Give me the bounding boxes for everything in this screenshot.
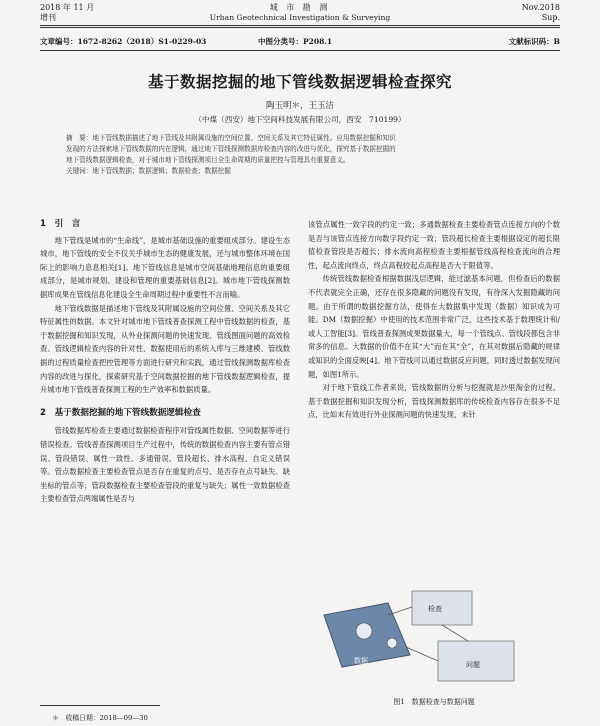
footnote: ＊ 收稿日期：2018—09—30 bbox=[52, 714, 148, 722]
paragraph: 地下管线是城市的“生命线”，是城市基础设施的重要组成部分。建设生态城市，地下管线的安全不仅关乎城市生态的健康发展，还与城市整体环境在国际上的影响力息息相关[1]。地下管线信息是城市空间基础地理信息的重要组成部分，是城市规划、建设和管理的重要基础信息[2]。城市地下管线探测数据库成果在管线信息化建设全生命周期过程中重要性不言而喻。 bbox=[40, 235, 290, 299]
keywords: 关键词：地下管线数据；数据逻辑；数据检查；数据挖掘 bbox=[66, 167, 231, 175]
authors: 陶玉明＊，王玉洁 bbox=[265, 101, 334, 111]
header-supplement: 增刊 bbox=[40, 13, 56, 22]
header-rule-thin bbox=[40, 27, 560, 28]
paragraph: 传统管线数据检查根据数据浅层逻辑，能过滤基本问题，但检查后的数据不代表就完全正确，还存在很多隐藏的问题没有发现，有待深入发掘隐藏的问题。由于所谓的数据挖掘方法，使得在大数据集中发现（数据）知识成为可能。DM（数据挖掘）中使用的技术范围非常广泛，这些技术基于数理统计和/或人工智能[3]。管线普查探测成果数据量大，每一个管线点、管线段都包含非常多的信息。大数据的价值不在其“大”而在其“全”，在其对数据后隐藏的规律或知识的全面反映[4]。地下管线可以通过数据反应问题，同时透过数据发现问题，如图1所示。 bbox=[308, 274, 560, 379]
node-icon bbox=[356, 623, 372, 639]
footnote-rule bbox=[40, 705, 160, 706]
header-date: 2018 年 11 月 bbox=[40, 3, 95, 12]
paragraph: 该管点属性一致字段的约定一致；多通数据检查主要检查管点连接方向的个数是否与该管点连接方向数字段约定一致；管段超长检查主要根据设定的超长限值检查管段是否超长；排水流向高程检查主要根据管线高程检查流向的合理性，起点流向终点，终点高程较起点高程是否大于限值等。 bbox=[308, 220, 560, 270]
clc-number: 中图分类号：P208.1 bbox=[258, 37, 333, 46]
node-icon bbox=[387, 638, 397, 648]
left-column bbox=[40, 218, 290, 506]
section-heading: 2 基于数据挖掘的地下管线数据逻辑检查 bbox=[40, 407, 201, 418]
section-heading: 1 引 言 bbox=[40, 219, 81, 229]
abstract-line: 摘 要：地下管线数据描述了地下管线及其附属设施的空间位置、空间关系及其它特征属性。应用数据挖掘和知识 bbox=[66, 134, 396, 142]
abstract-line: 发现的方法探索地下管线数据的内在逻辑，通过地下管线探测数据库检查内容的改进与优化，探究基于数据挖掘的 bbox=[66, 145, 396, 153]
paragraph: 管线数据库检查主要通过数据检查程序对管线属性数据、空间数据等进行错误检查。管线普查探测项目生产过程中，传统的数据检查内容主要有管点错误、管段错误、属性一致性、多通错误、管段超长、排水高程、自定义错误等。管点数据检查主要检查管点是否存在重复的点号、是否存在点号缺失、缺坐标的管点等；管段数据检查主要检查管段的重复与缺失；属性一致数据检查主要检查管点两端属性是否与 bbox=[40, 426, 290, 504]
label-check: 检查 bbox=[428, 605, 442, 613]
header-month-en: Nov.2018 bbox=[521, 3, 560, 12]
affiliation: （中煤（西安）地下空间科技发展有限公司，西安 710199） bbox=[194, 115, 406, 124]
abstract bbox=[66, 133, 546, 177]
link-line bbox=[406, 647, 438, 661]
header-sup-en: Sup. bbox=[541, 13, 560, 22]
link-line bbox=[442, 625, 468, 641]
meta-rule bbox=[40, 50, 560, 51]
figure-1 bbox=[318, 585, 550, 695]
label-data: 数据 bbox=[354, 657, 368, 665]
article-number: 文章编号：1672-8262（2018）S1-0229-03 bbox=[40, 37, 207, 46]
figure-caption: 图1 数据检查与数据问题 bbox=[393, 698, 475, 706]
journal-name-en: Urban Geotechnical Investigation & Surveying bbox=[209, 13, 391, 22]
header-rule bbox=[40, 25, 560, 26]
document-code: 文献标识码：B bbox=[508, 37, 560, 46]
label-problem: 问题 bbox=[466, 661, 480, 669]
plane-top bbox=[412, 591, 472, 625]
right-column bbox=[308, 218, 560, 422]
article-title: 基于数据挖掘的地下管线数据逻辑检查探究 bbox=[147, 73, 452, 91]
paragraph: 地下管线数据是描述地下管线及其附属设施的空间位置、空间关系及其它特征属性的数据。本文针对城市地下管线普查探测工程中管线数据的检查，基于数据挖掘和知识发现，从外业探测问题的快速发现、管线图面问题的高效检查、管线逻辑检查内容的针对性、数据使用后的系统入库与三维建模、管线数据的过程质量检查把控管理等方面进行研究和实践，通过管线探测数据库检查内容的改进与探化，探索研究基于空间数据挖掘的地下管线数据逻辑检查，提升城市地下管线普查探测工程的生产效率和数据质量。 bbox=[40, 303, 290, 395]
paragraph: 对于地下管线工作者来说，管线数据的分析与挖掘就是沙里淘金的过程。基于数据挖掘和知识发现分析，管线探测数据库的传统检查内容存在很多不足点，比如未有效进行外业探测问题的快速发现，未针 bbox=[308, 383, 560, 420]
journal-name: 城 市 勘 测 bbox=[269, 3, 331, 12]
abstract-line: 地下管线数据逻辑检查，对于城市地下管线探测项目全生命周期的质量把控与管理具有重要意义。 bbox=[66, 156, 350, 164]
